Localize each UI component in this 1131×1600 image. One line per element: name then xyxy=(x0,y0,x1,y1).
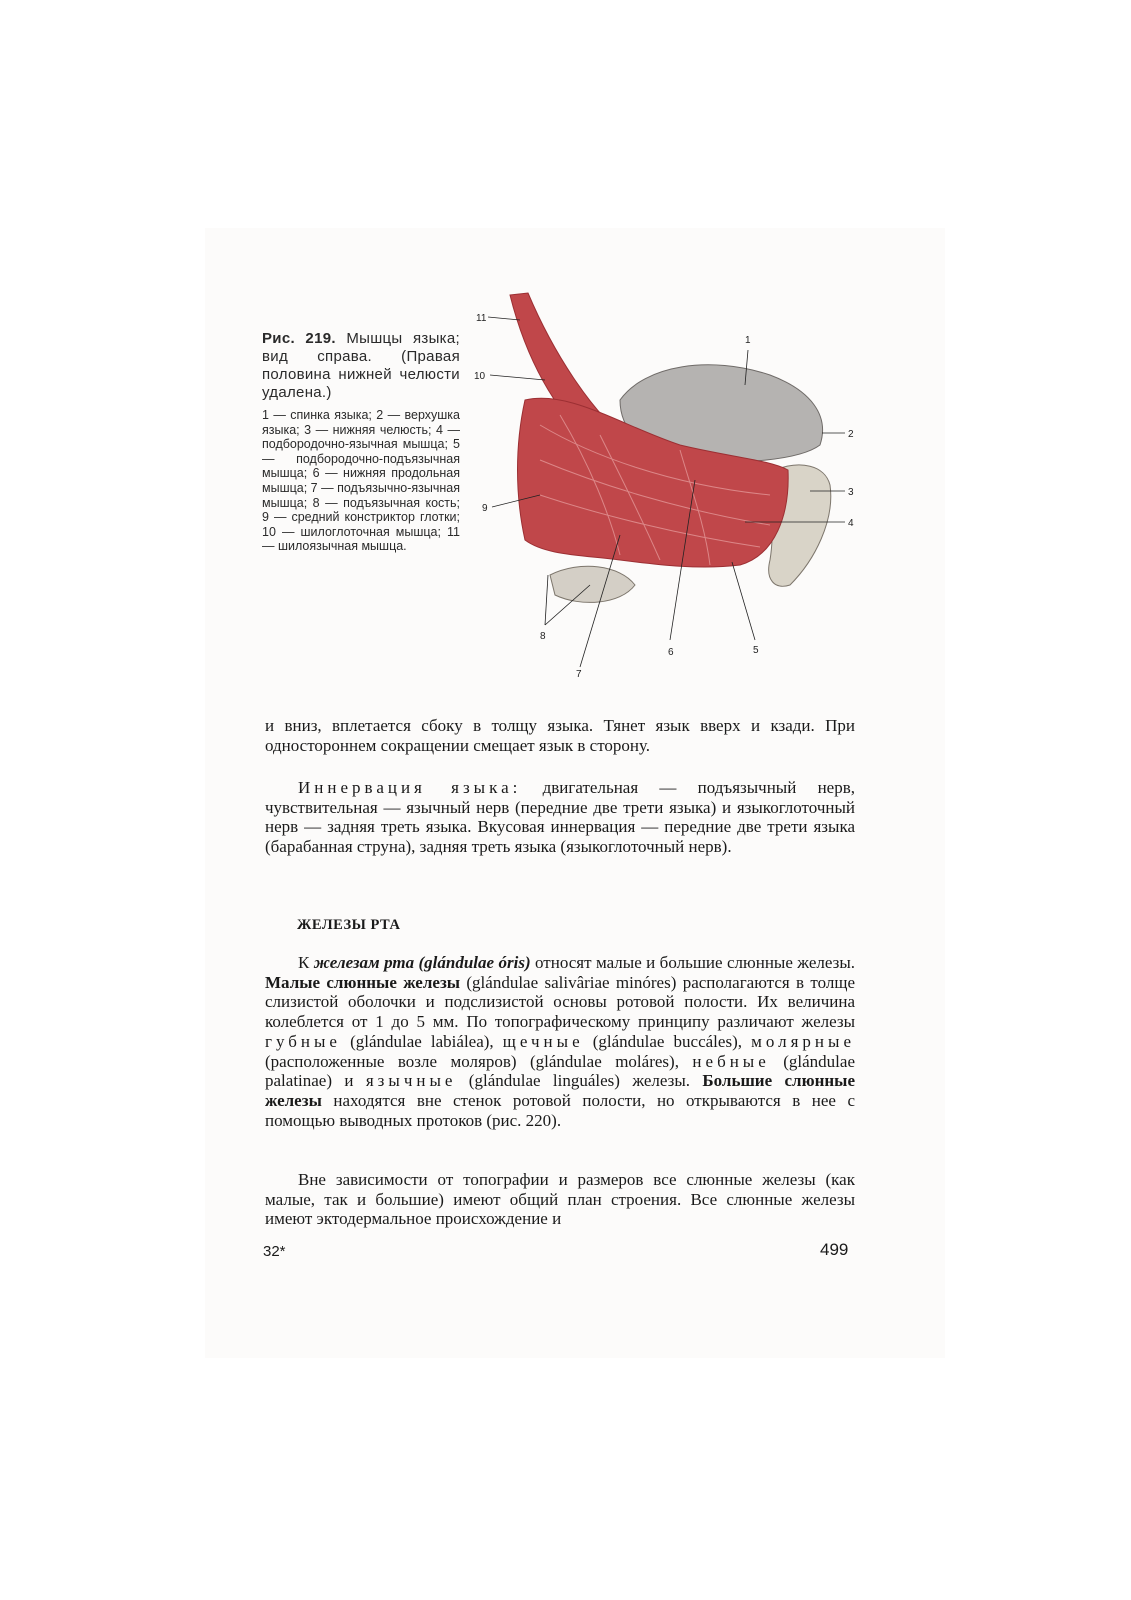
callout-3: 3 xyxy=(848,487,854,498)
p3-text: (glándulae labiálea), xyxy=(340,1031,503,1051)
paragraph-4 xyxy=(265,1170,855,1229)
p3-text: (glándulae linguáles) железы. xyxy=(456,1071,703,1091)
callout-4: 4 xyxy=(848,518,854,529)
callout-1: 1 xyxy=(745,335,751,346)
term-palatine: небные xyxy=(692,1051,770,1071)
innervation-label: Иннервация языка: xyxy=(298,778,522,797)
callout-2: 2 xyxy=(848,429,854,440)
p3-text: К xyxy=(298,953,314,972)
p3-text: (glándulae palatinae) и xyxy=(265,1051,855,1091)
p3-text: относят малые и большие слюнные железы. xyxy=(530,953,855,972)
hyoid-bone xyxy=(550,566,635,602)
term-buccal: щечные xyxy=(502,1031,584,1051)
caption-label: Рис. 219. xyxy=(262,330,336,347)
p3-text: (glándulae buccáles), xyxy=(583,1031,752,1051)
term-molar: молярные xyxy=(751,1031,855,1051)
callout-10: 10 xyxy=(474,371,486,382)
caption-text: Мышцы языка; вид справа. (Правая половина нижней челюсти удалена.) xyxy=(262,330,460,401)
callout-7: 7 xyxy=(576,669,582,680)
paragraph-1 xyxy=(265,716,855,755)
term-oral-glands: железам рта (glándulae óris) xyxy=(313,953,531,972)
callout-8: 8 xyxy=(540,631,546,642)
callout-11: 11 xyxy=(476,313,487,324)
paragraph-4-text: Вне зависимости от топографии и размеров все слюнные железы (как малые, так и большие) имеют общий план строения. Все слюнные железы имеют эктодермальное происхождение и xyxy=(265,1170,855,1229)
page-number: 499 xyxy=(820,1240,849,1259)
tongue-muscles-illustration xyxy=(470,285,870,685)
paragraph-3 xyxy=(265,953,855,1130)
term-minor-glands: Малые слюнные железы xyxy=(265,972,461,992)
p3-text: (расположенные возле моляров) (glándulae moláres), xyxy=(265,1051,693,1071)
term-labial: губные xyxy=(265,1031,341,1051)
paragraph-1-text: и вниз, вплетается сбоку в толщу языка. Тянет язык вверх и кзади. При одностороннем сокращении смещает язык в сторону. xyxy=(265,716,855,755)
section-heading: ЖЕЛЕЗЫ РТА xyxy=(297,917,401,933)
paragraph-2 xyxy=(265,778,855,857)
figure-caption xyxy=(262,330,460,554)
innervation-text: двигательная — подъязычный нерв, чувствительная — язычный нерв (передние две трети языка) и языкоглоточный нерв — задняя треть языка. Вкусовая иннервация — передние две трети языка (барабанная струна), задняя треть языка (языкоглоточный нерв). xyxy=(265,778,856,857)
p3-text: находятся вне стенок ротовой полости, но открываются в нее с помощью выводных протоков (рис. 220). xyxy=(265,1090,855,1130)
callout-5: 5 xyxy=(753,645,759,656)
term-lingual: язычные xyxy=(365,1071,457,1091)
caption-legend: 1 — спинка языка; 2 — верхушка языка; 3 — нижняя челюсть; 4 — подбородочно-язычная мышца; 5 — подбородочно-подъязычная мышца; 6 — нижняя продольная мышца; 7 — подъязычно-язычная мышца; 8 — подъязычная кость; 9 — средний констриктор глотки; 10 — шилоглоточная мышца; 11 — шилоязычная мышца. xyxy=(262,408,460,554)
p3-text: (glándulae salivâriae minóres) располагаются в толще слизистой оболочки и подслизистой основы ротовой полости. Их величина колеблется от 1 до 5 мм. По топографическому принципу различают железы xyxy=(265,972,855,1032)
callout-6: 6 xyxy=(668,647,674,658)
term-major-glands: Большие слюнные железы xyxy=(265,1071,855,1110)
signature-mark: 32* xyxy=(263,1243,286,1260)
caption-title xyxy=(262,330,460,402)
callout-9: 9 xyxy=(482,503,488,514)
